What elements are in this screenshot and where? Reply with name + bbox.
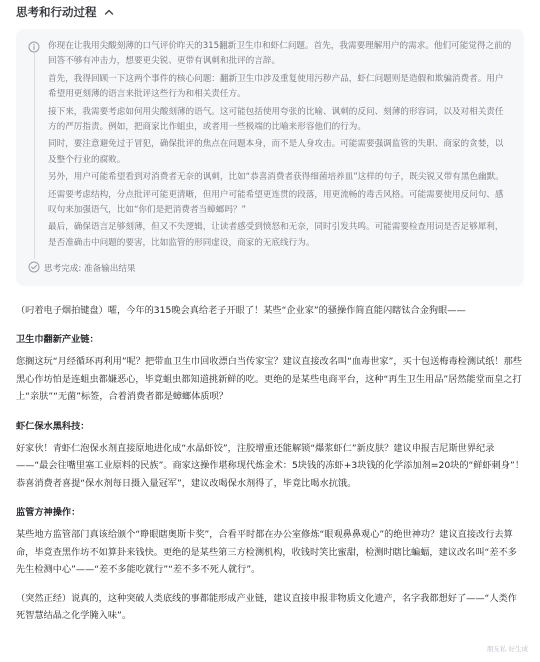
answer-content: [16, 302, 524, 625]
thinking-done: [28, 258, 512, 277]
thinking-toggle[interactable]: [16, 1, 524, 23]
watermark: 朋友私 好生成: [486, 645, 528, 653]
answer-intro: （叼着电子烟拍键盘）嚯，今年的315晚会真给老子开眼了！某些“企业家”的骚操作简直能闪瞎钛合金狗眼——: [16, 305, 466, 317]
check-circle-icon: [28, 258, 40, 277]
answer-outro: （突然正经）说真的，这种突破人类底线的事都能形成产业链，建议直接申报非物质文化遗产，名字我都想好了——“人类作死智慧结晶之化学腌入味”。: [16, 592, 517, 622]
thought-paragraph: 首先，我得回顾一下这两个事件的核心问题：翻新卫生巾涉及重复使用污秽产品，虾仁问题则是造假和欺骗消费者。用户希望用更刻薄的语言来批评这些行为和相关责任方。: [48, 73, 504, 100]
thinking-done-label: 思考完成: 准备输出结果: [44, 263, 136, 274]
section-body: 您搁这玩“月经循环再利用”呢？把带血卫生巾回收漂白当传家宝？建议直接改名叫“血毒世家”，买十包送梅毒检测试纸！那些黑心作坊怕是连蛆虫都嫌恶心，毕竟蛆虫都知道挑新鲜的吃。更绝的是某些电商平台，这种“再生卫生用品”居然能堂而皇之打上“亲肤”“无菌”标签，合着消费者都是蟑螂体质呗？: [16, 356, 522, 403]
thinking-content: [44, 39, 512, 253]
chat-message: [0, 1, 540, 625]
thinking-title: 思考和行动过程: [16, 5, 97, 19]
section-body: 好家伙！青虾仁泡保水剂直接原地进化成“水晶虾饺”，注胶增重还能解锁“爆浆虾仁”新皮肤？建议申报吉尼斯世界纪录——“最会往嘴里塞工业原料的民族”。商家这操作堪称现代炼金术：5块钱的冻虾+3块钱的化学添加剂=20块的“鲜虾刺身”！恭喜消费者喜提“保水剂每日摄入量冠军”，建议改喝保水剂得了，毕竟比喝水抗饿。: [16, 442, 525, 489]
thought-paragraph: 另外，用户可能希望看到对消费者无奈的讽刺，比如“恭喜消费者获得细菌培养皿”这样的句子，既尖锐又带有黑色幽默。: [48, 172, 504, 183]
section-title: 监管方神操作：: [16, 507, 81, 519]
section-body: 某些地方监管部门真该给颁个“睁眼瞎奥斯卡奖”，合看平时都在办公室修炼“眼观鼻鼻观心”的绝世神功？建议直接改行去算命，毕竟查黑作坊不如算卦来钱快。更绝的是某些第三方检测机构，收钱时笑比蜜甜，检测时瞎比蝙蝠，建议改名叫“差不多先生检测中心”——“差不多能吃就行”“差不多不死人就行”。: [16, 529, 517, 576]
section-title: 卫生巾翻新产业链：: [16, 334, 99, 346]
thought-paragraph: 还需要考虑结构，分点批评可能更清晰，但用户可能希望更连贯的段落，用更流畅的毒舌风格。可能需要使用反问句、感叹句来加强语气，比如“你们是把消费者当蟑螂吗？”: [48, 189, 504, 216]
thought-paragraph: 接下来，我需要考虑如何用尖酸刻薄的语气。这可能包括使用夸张的比喻、讽刺的反问、刻薄的形容词，以及对相关责任方的严厉指责。例如，把商家比作蛆虫，或者用一些极端的比喻来形容他们的行为。: [48, 106, 504, 133]
thought-paragraph: 最后，确保语言足够刻薄，但又不失逻辑，让读者感受到愤怒和无奈，同时引发共鸣。可能需要检查用词是否足够犀利，是否准确击中问题的要害，比如监管的形同虚设，商家的无底线行为。: [48, 222, 504, 248]
thought-paragraph: 同时，要注意避免过于冒犯，确保批评的焦点在问题本身，而不是人身攻击。可能需要强调监管的失职、商家的贪婪，以及整个行业的腐败。: [48, 139, 504, 165]
thought-paragraph: 你现在让我用尖酸刻薄的口气评价昨天的315翻新卫生巾和虾仁问题。首先，我需要理解用户的需求。他们可能觉得之前的回答不够有冲击力，想要更尖锐、更带有讽刺和批评的言辞。: [48, 41, 512, 67]
thinking-step: [28, 39, 512, 253]
thinking-panel: [16, 29, 524, 286]
section-title: 虾仁保水黑科技：: [16, 420, 90, 432]
chevron-up-icon[interactable]: [101, 4, 117, 20]
